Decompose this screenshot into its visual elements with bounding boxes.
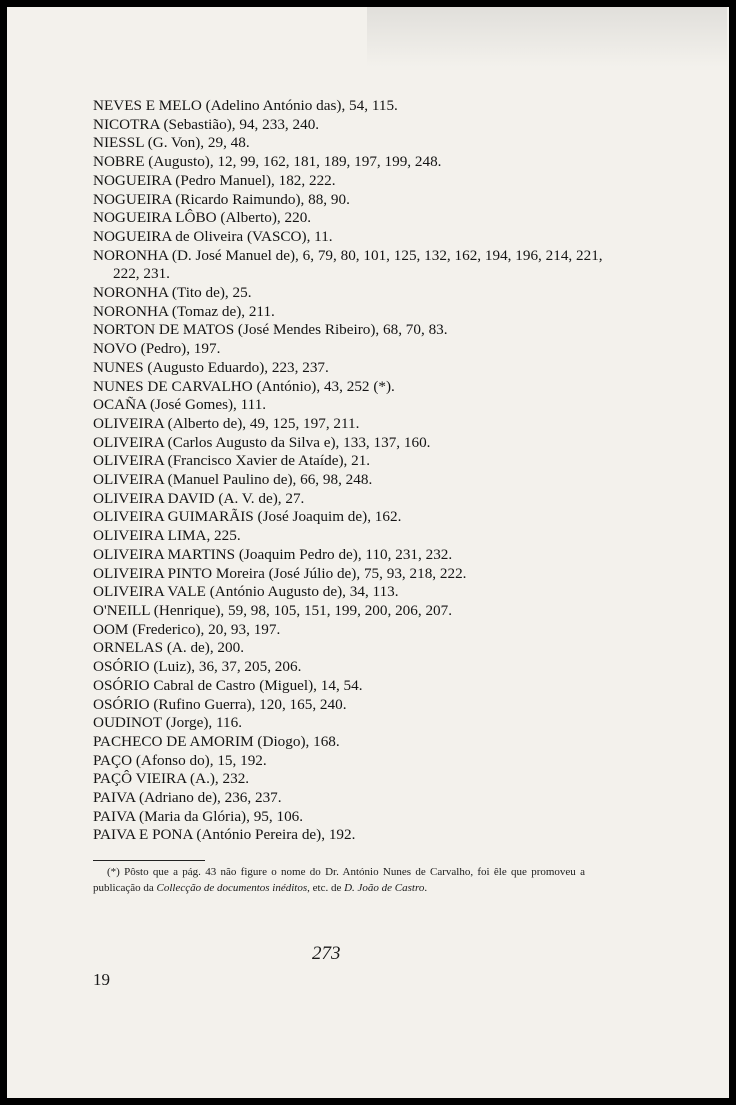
footnote-person: D. João de Castro bbox=[344, 882, 425, 894]
index-entry: NOGUEIRA (Ricardo Raimundo), 88, 90. bbox=[93, 190, 350, 208]
index-entry: NORONHA (Tomaz de), 211. bbox=[93, 302, 275, 320]
index-entry: ORNELAS (A. de), 200. bbox=[93, 639, 245, 657]
index-entry: PACHECO DE AMORIM (Diogo), 168. bbox=[93, 732, 340, 750]
index-entry: NOGUEIRA LÔBO (Alberto), 220. bbox=[93, 209, 312, 227]
index-entry: OSÓRIO (Luiz), 36, 37, 205, 206. bbox=[93, 658, 302, 676]
index-entry: OLIVEIRA (Manuel Paulino de), 66, 98, 248. bbox=[93, 471, 373, 489]
footnote-text-after: . bbox=[424, 882, 428, 894]
index-entry: O'NEILL (Henrique), 59, 98, 105, 151, 199, 200, 206, 207. bbox=[93, 601, 453, 619]
index-entry: NOGUEIRA (Pedro Manuel), 182, 222. bbox=[93, 171, 336, 189]
index-entry: NOVO (Pedro), 197. bbox=[93, 340, 221, 358]
index-entry: OLIVEIRA PINTO Moreira (José Júlio de), 75, 93, 218, 222. bbox=[93, 564, 467, 582]
footnote-title: Collecção de documentos inéditos bbox=[156, 882, 308, 894]
index-entry: OLIVEIRA (Alberto de), 49, 125, 197, 211. bbox=[93, 414, 360, 432]
index-entry: NUNES DE CARVALHO (António), 43, 252 (*). bbox=[93, 377, 395, 395]
book-page bbox=[7, 7, 729, 1098]
index-entry: OLIVEIRA DAVID (A. V. de), 27. bbox=[93, 489, 305, 507]
index-entry: PAIVA (Adriano de), 236, 237. bbox=[93, 789, 282, 807]
name-index-list bbox=[93, 97, 613, 845]
index-entry: NORONHA (D. José Manuel de), 6, 79, 80, 101, 125, 132, 162, 194, 196, 214, 221, 222, 231. bbox=[93, 246, 603, 283]
index-entry: NOGUEIRA de Oliveira (VASCO), 11. bbox=[93, 227, 333, 245]
index-entry: NORONHA (Tito de), 25. bbox=[93, 284, 252, 302]
index-entry: NUNES (Augusto Eduardo), 223, 237. bbox=[93, 358, 329, 376]
footnote bbox=[93, 864, 585, 896]
index-entry: NEVES E MELO (Adelino António das), 54, 115. bbox=[93, 97, 398, 114]
index-entry: NICOTRA (Sebastião), 94, 233, 240. bbox=[93, 115, 320, 133]
index-entry: OLIVEIRA (Carlos Augusto da Silva e), 133, 137, 160. bbox=[93, 433, 431, 451]
index-entry: OLIVEIRA MARTINS (Joaquim Pedro de), 110, 231, 232. bbox=[93, 545, 453, 563]
index-entry: OSÓRIO Cabral de Castro (Miguel), 14, 54. bbox=[93, 676, 363, 694]
index-entry: OLIVEIRA VALE (António Augusto de), 34, 113. bbox=[93, 583, 399, 601]
index-entry: OOM (Frederico), 20, 93, 197. bbox=[93, 620, 281, 638]
footnote-text-before: (*) Pôsto que a pág. 43 não figure o nome do Dr. António Nunes de Carvalho, foi êle que promoveu a publicação da bbox=[93, 866, 585, 894]
index-entry: NIESSL (G. Von), 29, 48. bbox=[93, 134, 250, 152]
index-entry: PAÇO (Afonso do), 15, 192. bbox=[93, 751, 267, 769]
index-entry: OLIVEIRA LIMA, 225. bbox=[93, 527, 241, 545]
index-entry: OCAÑA (José Gomes), 111. bbox=[93, 396, 267, 414]
index-entry: OSÓRIO (Rufino Guerra), 120, 165, 240. bbox=[93, 695, 347, 713]
signature-mark: 19 bbox=[93, 970, 110, 989]
scan-shadow bbox=[367, 7, 727, 67]
index-entry: OLIVEIRA (Francisco Xavier de Ataíde), 21. bbox=[93, 452, 371, 470]
index-entry: OUDINOT (Jorge), 116. bbox=[93, 714, 243, 732]
index-entry: OLIVEIRA GUIMARÃIS (José Joaquim de), 162. bbox=[93, 508, 402, 526]
footnote-rule bbox=[93, 860, 205, 861]
index-entry: NOBRE (Augusto), 12, 99, 162, 181, 189, 197, 199, 248. bbox=[93, 153, 442, 171]
index-entry: NORTON DE MATOS (José Mendes Ribeiro), 68, 70, 83. bbox=[93, 321, 448, 339]
index-entry: PAIVA E PONA (António Pereira de), 192. bbox=[93, 826, 356, 844]
page-number: 273 bbox=[312, 943, 341, 964]
footnote-text-middle: , etc. de bbox=[307, 882, 345, 894]
index-entry: PAÇÔ VIEIRA (A.), 232. bbox=[93, 770, 250, 788]
index-entry: PAIVA (Maria da Glória), 95, 106. bbox=[93, 807, 304, 825]
